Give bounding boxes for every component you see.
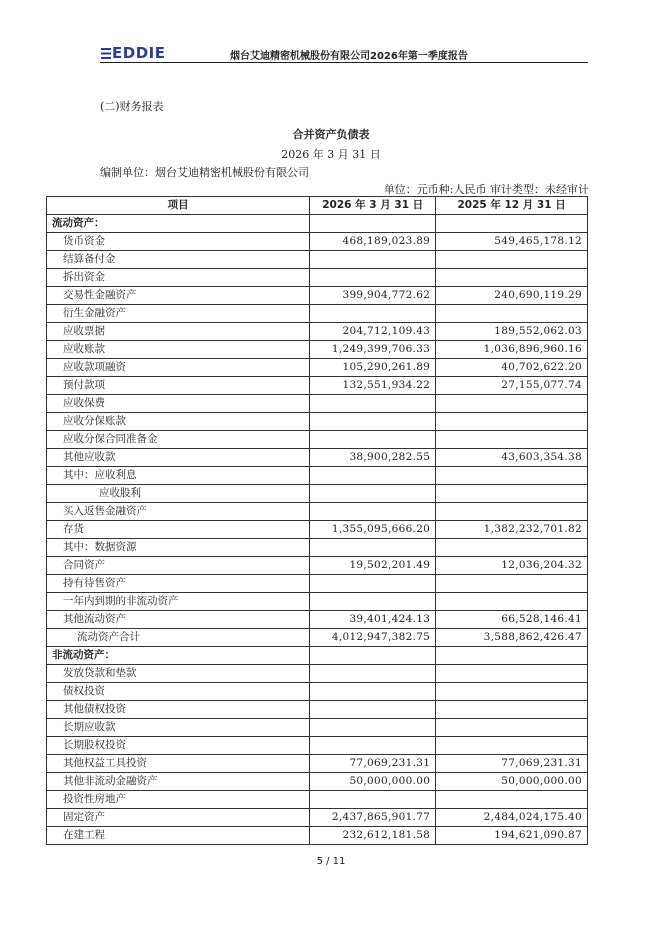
item-label-cell: 持有待售资产 [47, 575, 310, 593]
table-row [47, 233, 588, 251]
document-header-title: 烟台艾迪精密机械股份有限公司2026年第一季度报告 [230, 51, 468, 62]
current-period-value-cell: 204,712,109.43 [310, 323, 436, 341]
current-period-value-cell: 399,904,772.62 [310, 287, 436, 305]
item-label-cell: 衍生金融资产 [47, 305, 310, 323]
prior-period-value-cell [436, 485, 588, 503]
table-row [47, 557, 588, 575]
item-label-cell: 拆出资金 [47, 269, 310, 287]
table-row [47, 503, 588, 521]
item-label-cell: 货币资金 [47, 233, 310, 251]
prior-period-value-cell [436, 647, 588, 665]
table-row [47, 719, 588, 737]
table-row [47, 377, 588, 395]
section-heading-cell: 非流动资产： [47, 647, 310, 665]
item-label-cell: 应收股利 [47, 485, 310, 503]
prior-period-value-cell: 77,069,231.31 [436, 755, 588, 773]
table-row [47, 665, 588, 683]
prior-period-value-cell: 194,621,090.87 [436, 827, 588, 845]
table-body [47, 215, 588, 845]
item-label-cell: 预付款项 [47, 377, 310, 395]
current-period-value-cell: 39,401,424.13 [310, 611, 436, 629]
header-current-period: 2026 年 3 月 31 日 [310, 197, 436, 215]
table-row [47, 521, 588, 539]
header-prior-period: 2025 年 12 月 31 日 [436, 197, 588, 215]
item-label-cell: 其他流动资产 [47, 611, 310, 629]
prior-period-value-cell [436, 701, 588, 719]
item-label-cell: 存货 [47, 521, 310, 539]
prior-period-value-cell [436, 269, 588, 287]
current-period-value-cell: 77,069,231.31 [310, 755, 436, 773]
report-date: 2026 年 3 月 31 日 [281, 148, 381, 161]
prior-period-value-cell: 66,528,146.41 [436, 611, 588, 629]
current-period-value-cell [310, 413, 436, 431]
page-number: 5 / 11 [316, 856, 346, 867]
current-period-value-cell [310, 251, 436, 269]
prior-period-value-cell [436, 395, 588, 413]
current-period-value-cell [310, 593, 436, 611]
table-row [47, 611, 588, 629]
prior-period-value-cell [436, 539, 588, 557]
prior-period-value-cell: 40,702,622.20 [436, 359, 588, 377]
current-period-value-cell: 50,000,000.00 [310, 773, 436, 791]
compiling-company: 编制单位：烟台艾迪精密机械股份有限公司 [100, 166, 309, 179]
current-period-value-cell [310, 665, 436, 683]
prior-period-value-cell [436, 791, 588, 809]
item-label-cell: 在建工程 [47, 827, 310, 845]
current-period-value-cell: 232,612,181.58 [310, 827, 436, 845]
item-label-cell: 合同资产 [47, 557, 310, 575]
table-row [47, 629, 588, 647]
current-period-value-cell [310, 683, 436, 701]
balance-sheet-table [46, 196, 588, 845]
item-label-cell: 其他应收款 [47, 449, 310, 467]
prior-period-value-cell [436, 665, 588, 683]
table-row [47, 287, 588, 305]
item-label-cell: 债权投资 [47, 683, 310, 701]
current-period-value-cell: 38,900,282.55 [310, 449, 436, 467]
logo-bars-icon [101, 48, 111, 59]
prior-period-value-cell [436, 593, 588, 611]
item-label-cell: 应收分保合同准备金 [47, 431, 310, 449]
item-label-cell: 结算备付金 [47, 251, 310, 269]
current-period-value-cell [310, 467, 436, 485]
prior-period-value-cell [436, 575, 588, 593]
table-row [47, 341, 588, 359]
current-period-value-cell: 1,249,399,706.33 [310, 341, 436, 359]
section-heading-cell: 流动资产： [47, 215, 310, 233]
current-period-value-cell [310, 737, 436, 755]
current-period-value-cell: 1,355,095,666.20 [310, 521, 436, 539]
prior-period-value-cell [436, 305, 588, 323]
table-row [47, 323, 588, 341]
item-label-cell: 流动资产合计 [47, 629, 310, 647]
company-logo [101, 44, 165, 62]
item-label-cell: 应收票据 [47, 323, 310, 341]
table-row [47, 539, 588, 557]
current-period-value-cell [310, 269, 436, 287]
prior-period-value-cell: 43,603,354.38 [436, 449, 588, 467]
prior-period-value-cell [436, 719, 588, 737]
table-row [47, 305, 588, 323]
item-label-cell: 其中：数据资源 [47, 539, 310, 557]
prior-period-value-cell [436, 683, 588, 701]
table-row [47, 431, 588, 449]
table-row [47, 449, 588, 467]
current-period-value-cell [310, 305, 436, 323]
item-label-cell: 长期应收款 [47, 719, 310, 737]
current-period-value-cell: 105,290,261.89 [310, 359, 436, 377]
current-period-value-cell [310, 395, 436, 413]
header-divider [100, 62, 588, 63]
table-row [47, 593, 588, 611]
table-row [47, 467, 588, 485]
table-row [47, 791, 588, 809]
table-header-row [47, 197, 588, 215]
current-period-value-cell [310, 647, 436, 665]
item-label-cell: 一年内到期的非流动资产 [47, 593, 310, 611]
table-row [47, 701, 588, 719]
prior-period-value-cell [436, 251, 588, 269]
prior-period-value-cell: 1,382,232,701.82 [436, 521, 588, 539]
item-label-cell: 应收分保账款 [47, 413, 310, 431]
item-label-cell: 发放贷款和垫款 [47, 665, 310, 683]
prior-period-value-cell: 50,000,000.00 [436, 773, 588, 791]
prior-period-value-cell [436, 503, 588, 521]
prior-period-value-cell: 12,036,204.32 [436, 557, 588, 575]
table-row [47, 809, 588, 827]
table-row [47, 215, 588, 233]
header-item: 项目 [47, 197, 310, 215]
current-period-value-cell: 19,502,201.49 [310, 557, 436, 575]
current-period-value-cell [310, 791, 436, 809]
prior-period-value-cell [436, 737, 588, 755]
current-period-value-cell [310, 719, 436, 737]
table-row [47, 647, 588, 665]
report-title: 合并资产负债表 [292, 128, 370, 141]
table-row [47, 773, 588, 791]
table-row [47, 737, 588, 755]
table-row [47, 395, 588, 413]
prior-period-value-cell: 27,155,077.74 [436, 377, 588, 395]
current-period-value-cell: 468,189,023.89 [310, 233, 436, 251]
prior-period-value-cell [436, 431, 588, 449]
current-period-value-cell [310, 503, 436, 521]
item-label-cell: 其他权益工具投资 [47, 755, 310, 773]
current-period-value-cell: 4,012,947,382.75 [310, 629, 436, 647]
item-label-cell: 固定资产 [47, 809, 310, 827]
table-row [47, 359, 588, 377]
item-label-cell: 投资性房地产 [47, 791, 310, 809]
current-period-value-cell [310, 431, 436, 449]
current-period-value-cell [310, 485, 436, 503]
prior-period-value-cell: 3,588,862,426.47 [436, 629, 588, 647]
unit-currency-audit-line: 单位：元币种:人民币 审计类型：未经审计 [383, 183, 589, 196]
table-row [47, 413, 588, 431]
current-period-value-cell [310, 575, 436, 593]
current-period-value-cell: 132,551,934.22 [310, 377, 436, 395]
prior-period-value-cell: 1,036,896,960.16 [436, 341, 588, 359]
table-row [47, 755, 588, 773]
item-label-cell: 其中：应收利息 [47, 467, 310, 485]
table-row [47, 827, 588, 845]
current-period-value-cell: 2,437,865,901.77 [310, 809, 436, 827]
prior-period-value-cell: 2,484,024,175.40 [436, 809, 588, 827]
prior-period-value-cell [436, 413, 588, 431]
item-label-cell: 应收款项融资 [47, 359, 310, 377]
current-period-value-cell [310, 539, 436, 557]
prior-period-value-cell: 549,465,178.12 [436, 233, 588, 251]
item-label-cell: 交易性金融资产 [47, 287, 310, 305]
logo-text: EDDIE [112, 44, 166, 62]
current-period-value-cell [310, 215, 436, 233]
table-row [47, 251, 588, 269]
item-label-cell: 应收账款 [47, 341, 310, 359]
item-label-cell: 其他债权投资 [47, 701, 310, 719]
prior-period-value-cell: 189,552,062.03 [436, 323, 588, 341]
table-row [47, 575, 588, 593]
item-label-cell: 长期股权投资 [47, 737, 310, 755]
item-label-cell: 应收保费 [47, 395, 310, 413]
section-label: (二)财务报表 [100, 100, 164, 113]
current-period-value-cell [310, 701, 436, 719]
prior-period-value-cell [436, 215, 588, 233]
table-row [47, 269, 588, 287]
table-row [47, 485, 588, 503]
prior-period-value-cell: 240,690,119.29 [436, 287, 588, 305]
item-label-cell: 买入返售金融资产 [47, 503, 310, 521]
item-label-cell: 其他非流动金融资产 [47, 773, 310, 791]
table-row [47, 683, 588, 701]
prior-period-value-cell [436, 467, 588, 485]
